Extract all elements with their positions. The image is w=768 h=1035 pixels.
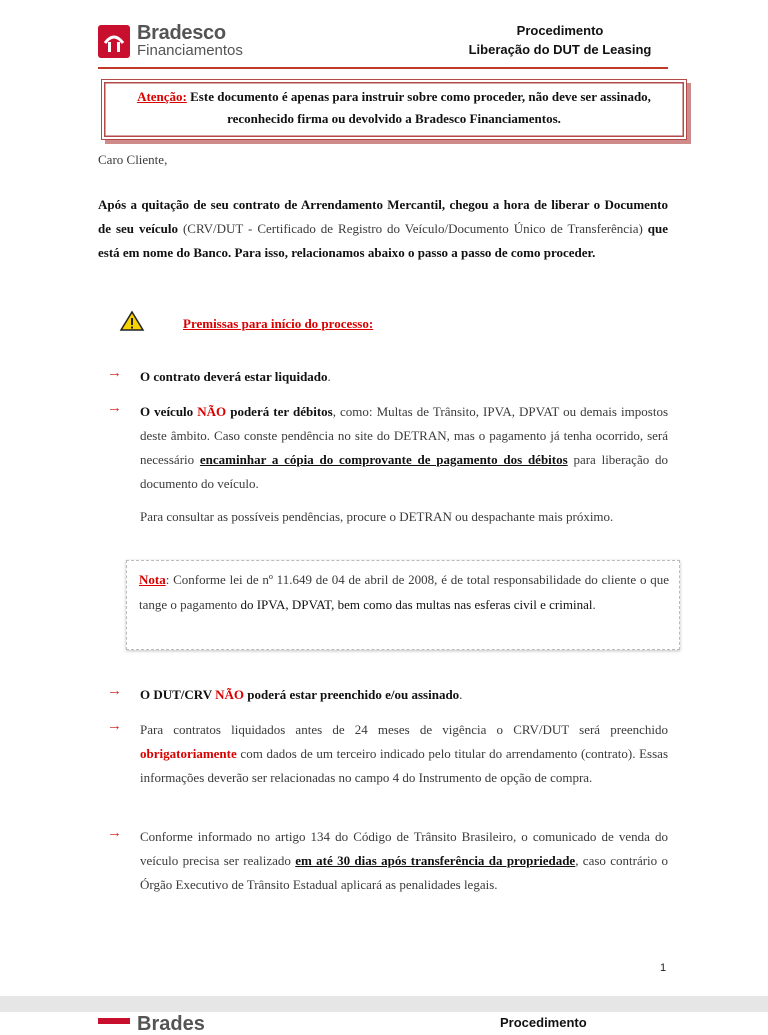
logo-subtitle: Financiamentos (137, 42, 243, 59)
intro-normal: (CRV/DUT - Certificado de Registro do Veículo/Documento Único de Transferência) (178, 221, 648, 236)
next-page-logo-name: Brades (137, 1013, 205, 1035)
intro-paragraph (98, 193, 668, 265)
item5-text: Conforme informado no artigo 134 do Código de Trânsito Brasileiro, o comunicado de venda do veículo precisa ser realizado (140, 829, 668, 868)
arrow-icon: → (107, 718, 122, 734)
item2-bold-2: poderá ter débitos (226, 404, 333, 419)
intro-bold-3: . Para isso, relacionamos abaixo o passo a passo de como proceder. (228, 245, 596, 260)
next-page-doc-type: Procedimento (500, 1015, 587, 1030)
note-box (126, 560, 680, 650)
item2-sub: Para consultar as possíveis pendências, procure o DETRAN ou despachante mais próximo. (140, 509, 614, 524)
item2-bold: O veículo (140, 404, 198, 419)
greeting: Caro Cliente, (98, 152, 168, 167)
item3-bold-2: poderá estar preenchido e/ou assinado (244, 687, 460, 702)
next-page-logo-icon (98, 1018, 130, 1024)
item4-emphasis: obrigatoriamente (140, 746, 237, 761)
arrow-icon: → (107, 365, 122, 381)
item2-emphasis: encaminhar a cópia do comprovante de pagamento dos débitos (199, 452, 568, 467)
next-page-header-clip (500, 1015, 620, 1030)
item5-text-end: , caso contrário o Órgão Executivo de Trânsito Estadual aplicará as penalidades legais. (140, 853, 668, 892)
doc-type: Procedimento (516, 23, 604, 38)
list-item (140, 718, 668, 790)
arrow-icon: → (107, 400, 122, 416)
header-divider (98, 67, 668, 69)
intro-bold-1: Após a quitação de seu contrato de Arrendamento Mercantil, chegou a hora de liberar o Documento de seu veículo (98, 197, 668, 236)
item4-text: Para contratos liquidados antes de 24 meses de vigência o CRV/DUT será preenchido (140, 722, 668, 737)
item2-text: , como: Multas de Trânsito, IPVA, DPVAT ou demais impostos deste âmbito. Caso conste pendência no site do DETRAN, mas o pagamento já tenha ocorrido, será necessário (140, 404, 668, 467)
item1-bold: O contrato deverá estar liquidado (140, 369, 328, 384)
intro-bold-2: que está em nome do Banco (98, 221, 668, 260)
arrow-icon: → (107, 825, 122, 841)
logo-name: Bradesco (137, 22, 226, 44)
note-text: : Conforme lei de nº 11.649 de 04 de abril de 2008, é de total responsabilidade do cliente o que tange o pagamento (139, 572, 669, 612)
item2-nao: NÃO (197, 404, 227, 419)
list-item (140, 683, 668, 707)
attention-box (101, 79, 687, 140)
attention-label: Atenção: (137, 89, 187, 104)
note-emphasis: do IPVA, DPVAT, bem como das multas nas esferas civil e criminal (240, 597, 593, 612)
item3-bold: O DUT/CRV (140, 687, 216, 702)
page-number: 1 (660, 962, 667, 974)
item2-text-end: para liberação do documento do veículo. (140, 452, 668, 491)
arrow-icon: → (107, 683, 122, 699)
item3-end: . (459, 687, 463, 702)
bradesco-logo-icon (98, 25, 130, 58)
attention-text: Este documento é apenas para instruir sobre como proceder, não deve ser assinado, reconhecido firma ou devolvido a Bradesco Financiamentos. (186, 89, 651, 126)
item5-emphasis: em até 30 dias após transferência da propriedade (295, 853, 576, 868)
list-item (140, 365, 668, 389)
warning-icon (120, 311, 144, 336)
item3-nao: NÃO (215, 687, 245, 702)
doc-title: Liberação do DUT de Leasing (468, 42, 652, 57)
item1-rest: . (327, 369, 331, 384)
note-end: . (592, 597, 596, 612)
list-item (140, 400, 668, 496)
next-page-logo-clip (137, 1013, 205, 1035)
list-item (140, 825, 668, 897)
note-label: Nota (139, 572, 166, 587)
premissas-title: Premissas para início do processo: (183, 316, 374, 331)
item4-text-end: com dados de um terceiro indicado pelo titular do arrendamento (contrato). Essas informações deverão ser relacionadas no campo 4 do Instrumento de opção de compra. (140, 746, 668, 785)
